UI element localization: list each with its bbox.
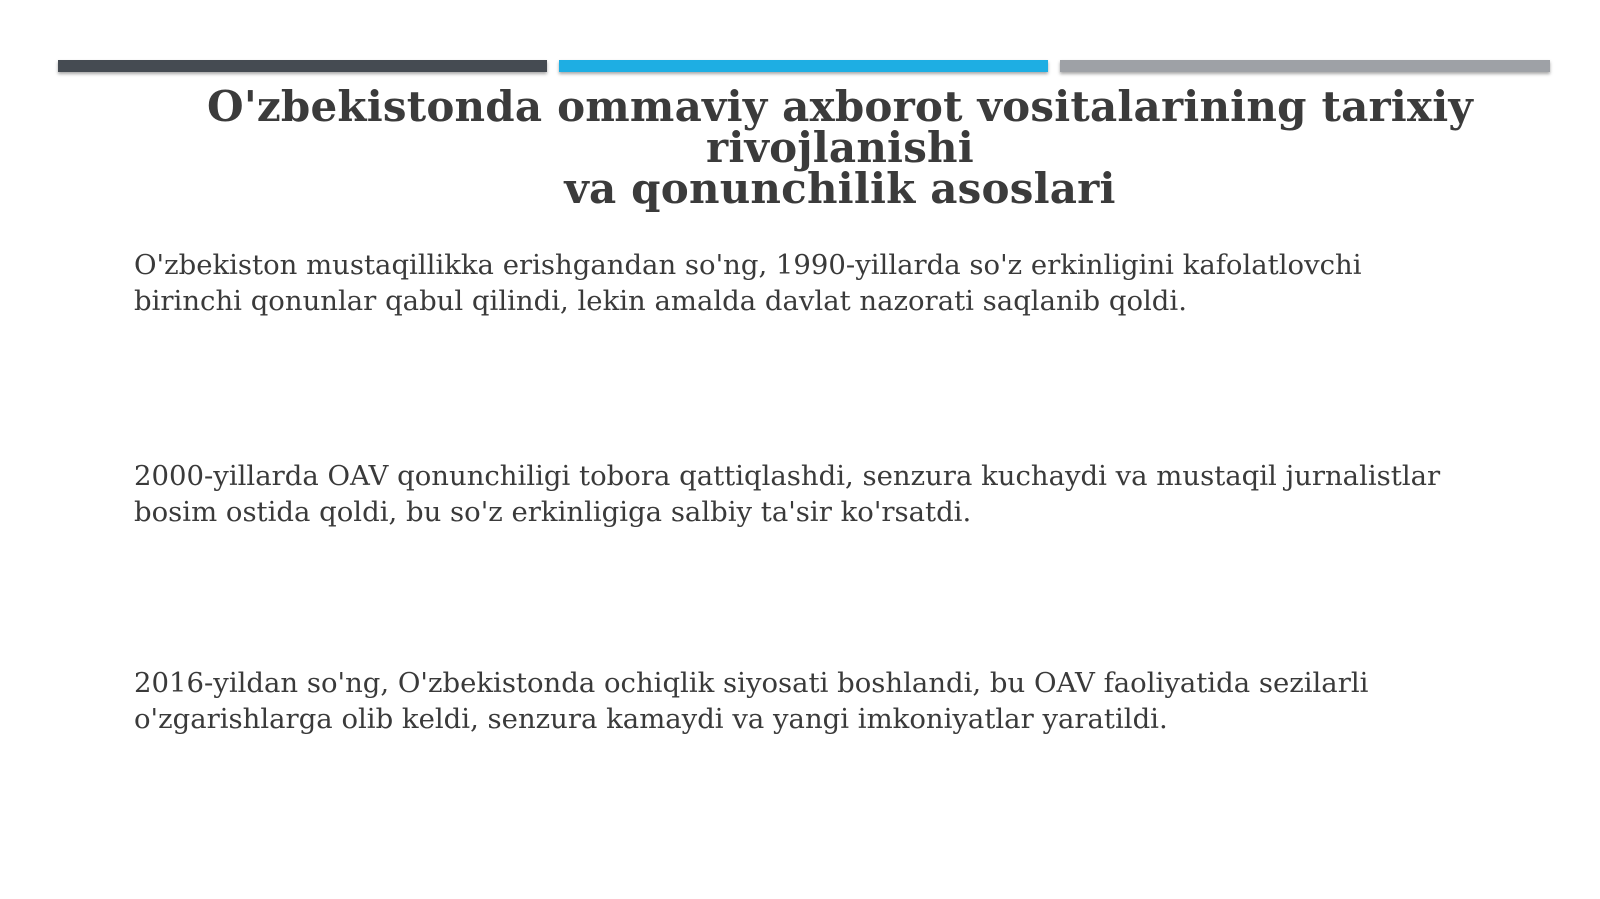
decorative-header-bars: [58, 60, 1550, 74]
paragraph-2-line-1: 2000-yillarda OAV qonunchiligi tobora qattiqlashdi, senzura kuchaydi va mustaqil jurnalistlar: [134, 460, 1441, 492]
paragraph-1-line-2: birinchi qonunlar qabul qilindi, lekin amalda davlat nazorati saqlanib qoldi.: [134, 285, 1187, 317]
slide-title: [80, 82, 1600, 213]
slide-title-line-2: va qonunchilik asoslari: [564, 164, 1116, 213]
paragraph-1: [134, 247, 1554, 319]
header-bar-gray: [1060, 60, 1550, 72]
paragraph-3-line-2: o'zgarishlarga olib keldi, senzura kamaydi va yangi imkoniyatlar yaratildi.: [134, 703, 1168, 735]
header-bar-blue: [559, 60, 1048, 72]
paragraph-3: [134, 665, 1554, 737]
paragraph-3-line-1: 2016-yildan so'ng, O'zbekistonda ochiqlik siyosati boshlandi, bu OAV faoliyatida sezilarli: [134, 667, 1369, 699]
paragraph-2-line-2: bosim ostida qoldi, bu so'z erkinligiga salbiy ta'sir ko'rsatdi.: [134, 496, 972, 528]
paragraph-1-line-1: O'zbekiston mustaqillikka erishgandan so'ng, 1990-yillarda so'z erkinligini kafolatlovchi: [134, 249, 1362, 281]
header-bar-dark: [58, 60, 547, 72]
paragraph-2: [134, 458, 1554, 530]
slide-title-line-1: O'zbekistonda ommaviy axborot vositalarining tarixiy rivojlanishi: [207, 82, 1473, 172]
